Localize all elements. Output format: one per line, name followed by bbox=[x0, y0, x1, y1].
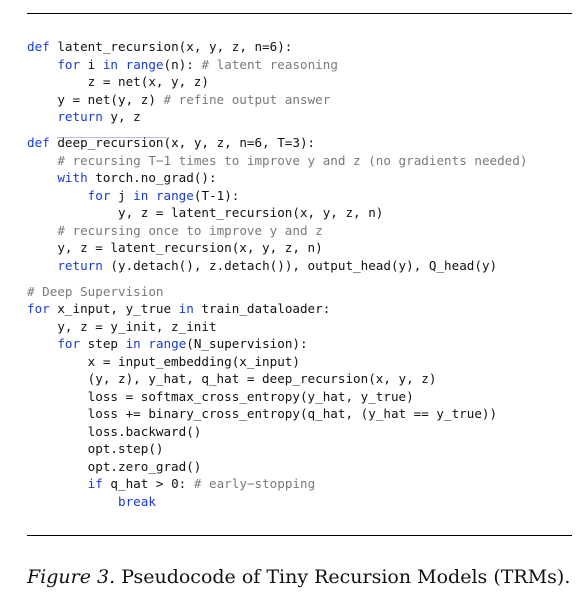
pseudocode-block bbox=[27, 38, 572, 510]
code-text bbox=[148, 188, 156, 203]
code-text: latent_recursion(x, y, z, n=6): bbox=[57, 39, 293, 54]
code-text bbox=[27, 109, 57, 124]
code-keyword: in bbox=[133, 187, 149, 203]
code-comment: # refine output answer bbox=[163, 91, 331, 107]
code-text: x_input, y_true bbox=[49, 301, 179, 316]
caption-text: Pseudocode of Tiny Recursion Models (TRMs). bbox=[115, 566, 571, 588]
code-line bbox=[27, 318, 572, 336]
code-comment: # latent reasoning bbox=[201, 56, 338, 72]
code-line bbox=[27, 300, 572, 318]
code-keyword: for bbox=[57, 336, 81, 351]
code-text: opt.zero_grad() bbox=[27, 458, 202, 474]
code-text: loss.backward() bbox=[27, 423, 202, 439]
code-text: y, z = y_init, z_init bbox=[27, 318, 217, 334]
code-text: (n): bbox=[163, 56, 202, 72]
code-text: q_hat > 0: bbox=[102, 476, 194, 491]
code-text: loss = softmax_cross_entropy(y_hat, y_true) bbox=[27, 388, 414, 404]
code-keyword: in bbox=[125, 336, 141, 351]
code-line bbox=[27, 222, 572, 240]
top-rule bbox=[27, 13, 572, 14]
code-line bbox=[27, 73, 572, 91]
code-comment: # early−stopping bbox=[193, 476, 316, 491]
code-text bbox=[27, 188, 88, 203]
code-text bbox=[27, 336, 57, 351]
code-text: step bbox=[80, 336, 126, 351]
code-text: j bbox=[110, 187, 134, 203]
code-keyword: for bbox=[87, 187, 111, 203]
code-keyword: range bbox=[148, 336, 187, 351]
code-keyword: if bbox=[87, 476, 103, 491]
code-line bbox=[27, 458, 572, 476]
bottom-rule bbox=[27, 535, 572, 536]
code-text bbox=[27, 258, 57, 273]
code-text: i bbox=[80, 56, 103, 72]
code-keyword: in bbox=[178, 301, 194, 316]
code-comment: # recursing T−1 times to improve y and z (no gradients needed) bbox=[57, 152, 528, 168]
code-line bbox=[27, 204, 572, 222]
code-text: loss += binary_cross_entropy(q_hat, (y_hat == y_true)) bbox=[27, 406, 498, 421]
code-text bbox=[27, 223, 57, 238]
code-text: y, z = latent_recursion(x, y, z, n) bbox=[27, 240, 323, 255]
code-text: opt.step() bbox=[27, 441, 164, 456]
code-text: deep_recursion(x, y, z, n=6, T=3): bbox=[57, 135, 316, 150]
code-keyword: def bbox=[27, 39, 58, 54]
code-line bbox=[27, 239, 572, 257]
code-line bbox=[27, 152, 572, 170]
code-text bbox=[27, 476, 88, 491]
code-comment: # Deep Supervision bbox=[27, 283, 164, 299]
caption-label: Figure 3. bbox=[27, 566, 116, 588]
code-line bbox=[27, 353, 572, 371]
code-text: torch.no_grad(): bbox=[87, 170, 217, 185]
code-line bbox=[27, 493, 572, 511]
code-keyword: def bbox=[27, 135, 58, 150]
code-line bbox=[27, 169, 572, 187]
code-line bbox=[27, 423, 572, 441]
code-text bbox=[27, 57, 57, 72]
code-line bbox=[27, 134, 572, 152]
code-text bbox=[27, 153, 57, 168]
code-keyword: for bbox=[57, 56, 81, 72]
code-text bbox=[27, 494, 118, 509]
code-keyword: range bbox=[155, 187, 194, 203]
code-comment: # recursing once to improve y and z bbox=[57, 222, 323, 238]
code-line bbox=[27, 440, 572, 458]
code-line bbox=[27, 108, 572, 126]
code-keyword: break bbox=[118, 493, 156, 509]
blank-line bbox=[27, 274, 572, 283]
code-keyword: for bbox=[27, 301, 50, 316]
code-text bbox=[118, 57, 126, 72]
code-text: x = input_embedding(x_input) bbox=[27, 353, 300, 369]
code-line bbox=[27, 388, 572, 406]
code-text: (y.detach(), z.detach()), output_head(y), Q_head(y) bbox=[102, 257, 498, 273]
code-text: y, z bbox=[102, 109, 141, 124]
code-text: y = net(y, z) bbox=[27, 91, 164, 107]
code-line bbox=[27, 257, 572, 275]
code-line bbox=[27, 405, 572, 423]
code-keyword: with bbox=[57, 170, 88, 185]
code-line bbox=[27, 283, 572, 301]
code-keyword: in bbox=[102, 56, 119, 72]
code-line bbox=[27, 475, 572, 493]
code-line bbox=[27, 56, 572, 74]
code-keyword: return bbox=[57, 109, 103, 124]
code-line bbox=[27, 187, 572, 205]
code-text: (T-1): bbox=[193, 187, 240, 203]
code-text: z = net(x, y, z) bbox=[27, 74, 209, 89]
code-text: y, z = latent_recursion(x, y, z, n) bbox=[27, 205, 384, 220]
blank-line bbox=[27, 126, 572, 135]
figure-caption bbox=[27, 566, 572, 588]
code-keyword: range bbox=[125, 56, 164, 72]
code-text: (N_supervision): bbox=[186, 336, 308, 351]
code-text bbox=[27, 170, 57, 185]
code-line bbox=[27, 370, 572, 388]
code-text: (y, z), y_hat, q_hat = deep_recursion(x, y, z) bbox=[27, 371, 437, 386]
code-line bbox=[27, 91, 572, 109]
code-line bbox=[27, 335, 572, 353]
code-keyword: return bbox=[57, 257, 103, 273]
code-text: train_dataloader: bbox=[193, 301, 331, 316]
code-line bbox=[27, 38, 572, 56]
